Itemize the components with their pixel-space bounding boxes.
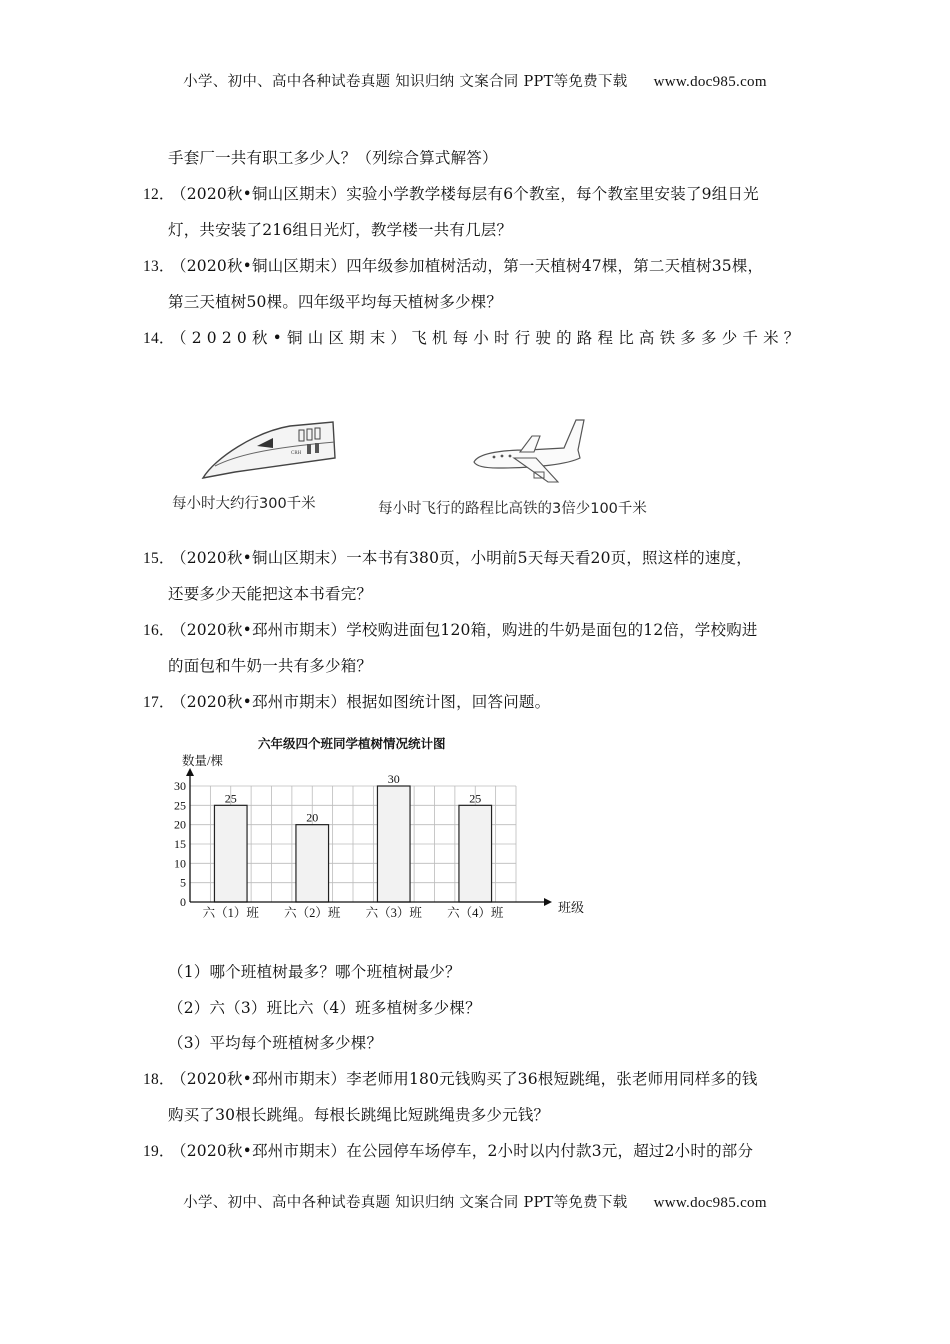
question-19 — [143, 1139, 753, 1161]
question-number: 13． — [143, 258, 175, 275]
bar — [296, 825, 329, 902]
question-number: 15． — [143, 550, 175, 567]
svg-text:CRH: CRH — [291, 451, 302, 456]
y-tick-label: 0 — [180, 895, 186, 909]
header-text: 小学、初中、高中各种试卷真题 知识归纳 文案合同 PPT等免费下载 — [183, 74, 628, 90]
y-tick-label: 10 — [174, 856, 186, 871]
question-15-line2: 还要多少天能把这本书看完？ — [168, 585, 373, 603]
page-footer — [0, 1191, 950, 1212]
bar-value-label: 25 — [469, 791, 482, 806]
y-axis-arrow — [186, 768, 194, 776]
bar-chart — [160, 752, 585, 927]
y-axis-label: 数量/棵 — [182, 754, 223, 768]
question-12-line2: 灯，共安装了216组日光灯，教学楼一共有几层？ — [168, 221, 513, 239]
x-tick-label: 六（1）班 — [202, 906, 259, 920]
page-header — [0, 70, 950, 91]
y-tick-label: 15 — [174, 837, 186, 851]
subquestion-1: （1）哪个班植树最多？哪个班植树最少？ — [168, 963, 461, 981]
question-number: 12． — [143, 186, 175, 203]
question-13 — [143, 254, 763, 276]
x-tick-label: 六（3）班 — [365, 906, 422, 920]
continuation-line: 手套厂一共有职工多少人？（列综合算式解答） — [168, 149, 498, 167]
y-tick-label: 5 — [180, 875, 186, 890]
bar-value-label: 30 — [387, 772, 400, 786]
plane-illustration — [468, 410, 588, 490]
bar — [214, 805, 247, 902]
x-axis-arrow — [544, 898, 552, 906]
question-text: （2020秋•铜山区期末）实验小学教学楼每层有6个教室，每个教室里安装了9组日光 — [171, 185, 759, 203]
question-text: （2020秋•邳州市期末）李老师用180元钱购买了36根短跳绳，张老师用同样多的钱 — [171, 1070, 758, 1088]
question-15 — [143, 546, 752, 568]
bar-value-label: 25 — [224, 791, 237, 806]
bar — [377, 786, 410, 902]
footer-text: 小学、初中、高中各种试卷真题 知识归纳 文案合同 PPT等免费下载 — [183, 1195, 628, 1211]
question-16-line2: 的面包和牛奶一共有多少箱？ — [168, 657, 373, 675]
bar-value-label: 20 — [306, 810, 319, 825]
question-text: （2020秋•邳州市期末）在公园停车场停车，2小时以内付款3元，超过2小时的部分 — [171, 1142, 754, 1160]
question-18-line2: 购买了30根长跳绳。每根长跳绳比短跳绳贵多少元钱？ — [168, 1106, 550, 1124]
subquestion-2: （2）六（3）班比六（4）班多植树多少棵？ — [168, 999, 481, 1017]
plane-caption: 每小时飞行的路程比高铁的3倍少100千米 — [378, 501, 647, 517]
x-axis-label: 班级 — [558, 900, 585, 915]
question-text: （2020秋•铜山区期末）四年级参加植树活动，第一天植树47棵，第二天植树35棵， — [171, 257, 764, 275]
question-12 — [143, 182, 759, 204]
question-text: （2020秋•邳州市期末）学校购进面包120箱，购进的牛奶是面包的12倍，学校购进 — [171, 621, 758, 639]
question-17 — [143, 690, 550, 712]
question-13-line2: 第三天植树50棵。四年级平均每天植树多少棵？ — [168, 293, 503, 311]
y-tick-label: 30 — [174, 779, 186, 793]
train-illustration — [195, 408, 345, 488]
bar — [459, 805, 492, 902]
subquestion-3: （3）平均每个班植树多少棵？ — [168, 1034, 383, 1052]
train-caption: 每小时大约行300千米 — [172, 496, 316, 512]
question-14 — [143, 326, 805, 348]
chart-title: 六年级四个班同学植树情况统计图 — [258, 736, 446, 751]
question-text: （2020秋•铜山区期末）飞机每小时行驶的路程比高铁多多少千米？ — [171, 329, 805, 347]
header-url[interactable]: www.doc985.com — [653, 74, 767, 90]
x-tick-label: 六（4）班 — [447, 906, 504, 920]
question-number: 17． — [143, 694, 175, 711]
question-number: 16． — [143, 622, 175, 639]
y-tick-label: 20 — [174, 817, 186, 832]
question-number: 19． — [143, 1143, 175, 1160]
question-number: 14． — [143, 330, 175, 347]
footer-url[interactable]: www.doc985.com — [653, 1195, 767, 1211]
x-tick-label: 六（2）班 — [284, 906, 341, 920]
question-18 — [143, 1067, 758, 1089]
question-text: （2020秋•邳州市期末）根据如图统计图，回答问题。 — [171, 693, 551, 711]
question-text: （2020秋•铜山区期末）一本书有380页，小明前5天每天看20页，照这样的速度， — [171, 549, 752, 567]
question-number: 18． — [143, 1071, 175, 1088]
y-tick-label: 25 — [174, 798, 186, 813]
question-16 — [143, 618, 758, 640]
